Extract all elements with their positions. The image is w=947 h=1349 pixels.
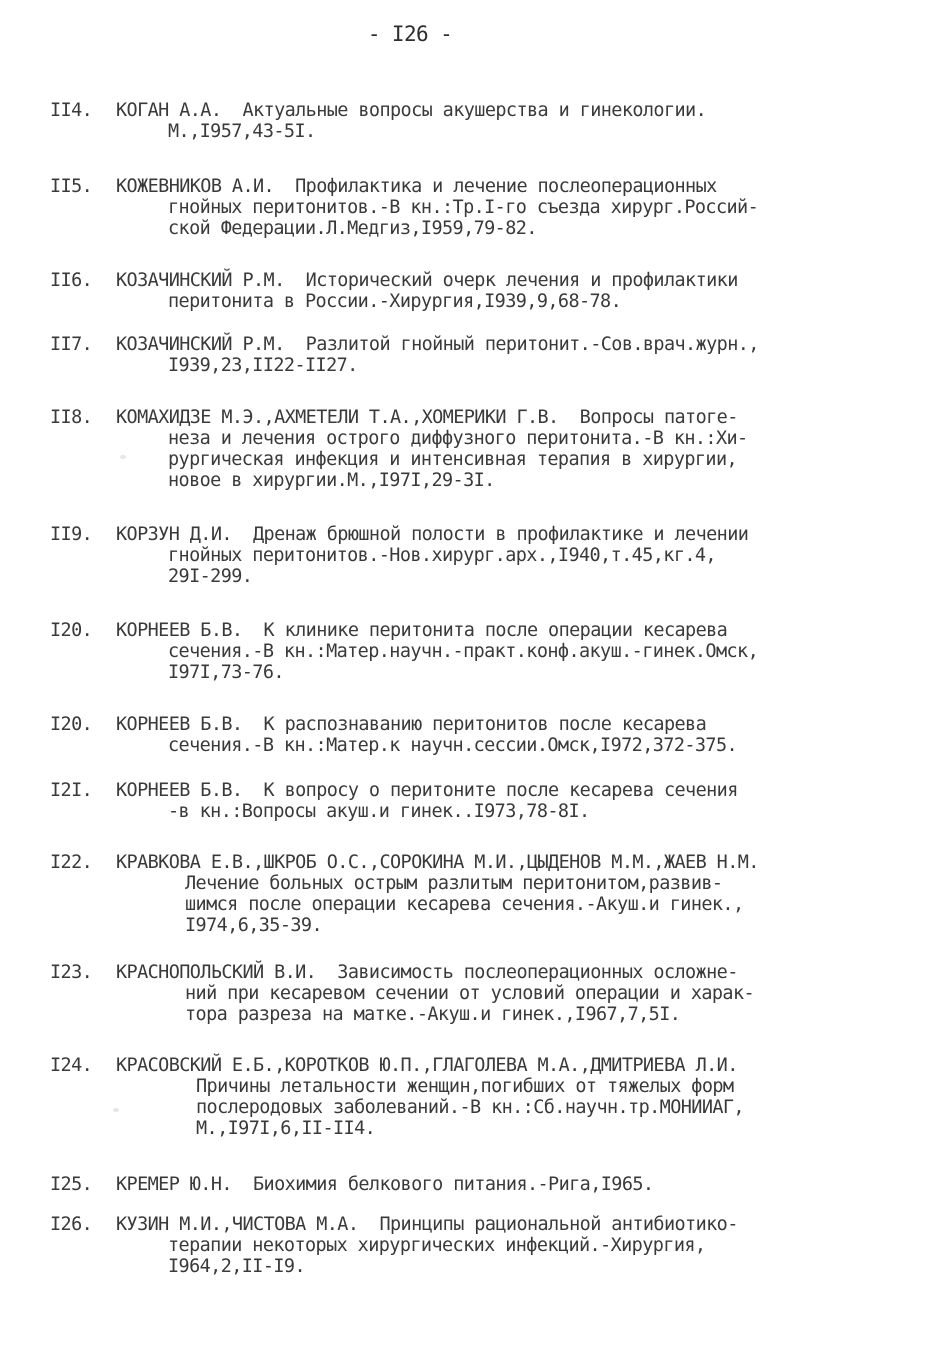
entry-number: I2I. <box>50 780 93 801</box>
entry-number: I23. <box>50 962 93 983</box>
entry-number: I20. <box>50 620 93 641</box>
entry-line: терапии некоторых хирургических инфекций.-Хирургия, <box>168 1235 706 1256</box>
entry-number: I20. <box>50 714 93 735</box>
page-number: - I26 - <box>367 22 453 46</box>
entry-line: новое в хирургии.М.,I97I,29-3I. <box>168 470 495 491</box>
entry-number: II9. <box>50 524 93 545</box>
entry-line: гнойных перитонитов.-В кн.:Тр.I-го съезда хирург.Россий- <box>168 197 759 218</box>
entry-line: перитонита в России.-Хирургия,I939,9,68-78. <box>168 291 622 312</box>
entry-line: КОРНЕЕВ Б.В. К клинике перитонита после операции кесарева <box>116 620 728 641</box>
entry-number: II5. <box>50 176 93 197</box>
entry-number: I24. <box>50 1055 93 1076</box>
entry-line: 29I-299. <box>168 566 253 587</box>
entry-line: тора разреза на матке.-Акуш.и гинек.,I967,7,5I. <box>185 1004 681 1025</box>
entry-line: КОЗАЧИНСКИЙ Р.М. Разлитой гнойный перитонит.-Сов.врач.журн., <box>116 334 759 355</box>
entry-number: II6. <box>50 270 93 291</box>
entry-line: М.,I97I,6,II-II4. <box>196 1118 376 1139</box>
entry-number: II4. <box>50 100 93 121</box>
entry-number: II8. <box>50 407 93 428</box>
entry-number: I26. <box>50 1214 93 1235</box>
entry-line: сечения.-В кн.:Матер.к научн.сессии.Омск,I972,372-375. <box>168 735 738 756</box>
scan-speck <box>113 1108 119 1112</box>
entry-line: гнойных перитонитов.-Нов.хирург.арх.,I940,т.45,кг.4, <box>168 545 716 566</box>
entry-line: КРАСНОПОЛЬСКИЙ В.И. Зависимость послеоперационных осложне- <box>116 962 738 983</box>
entry-line: -в кн.:Вопросы акуш.и гинек..I973,78-8I. <box>168 801 590 822</box>
entry-line: КРАСОВСКИЙ Е.Б.,КОРОТКОВ Ю.П.,ГЛАГОЛЕВА М.А.,ДМИТРИЕВА Л.И. <box>116 1055 738 1076</box>
entry-number: I22. <box>50 852 93 873</box>
entry-line: КУЗИН М.И.,ЧИСТОВА М.А. Принципы рациональной антибиотико- <box>116 1214 738 1235</box>
entry-line: сечения.-В кн.:Матер.научн.-практ.конф.акуш.-гинек.Омск, <box>168 641 759 662</box>
entry-line: рургическая инфекция и интенсивная терапия в хирургии, <box>168 449 738 470</box>
entry-line: КРЕМЕР Ю.Н. Биохимия белкового питания.-Рига,I965. <box>116 1174 654 1195</box>
entry-line: КОРНЕЕВ Б.В. К вопросу о перитоните после кесарева сечения <box>116 780 738 801</box>
entry-line: КОРНЕЕВ Б.В. К распознаванию перитонитов после кесарева <box>116 714 707 735</box>
entry-line: I97I,73-76. <box>168 662 284 683</box>
entry-line: неза и лечения острого диффузного перитонита.-В кн.:Хи- <box>168 428 748 449</box>
entry-line: послеродовых заболеваний.-В кн.:Сб.научн.тр.МОНИИАГ, <box>196 1097 744 1118</box>
entry-line: I939,23,II22-II27. <box>168 355 358 376</box>
entry-line: КОРЗУН Д.И. Дренаж брюшной полости в профилактике и лечении <box>116 524 749 545</box>
entry-line: Лечение больных острым разлитым перитонитом,развив- <box>185 873 723 894</box>
entry-line: Причины летальности женщин,погибших от тяжелых форм <box>196 1076 734 1097</box>
entry-line: КОЖЕВНИКОВ А.И. Профилактика и лечение послеоперационных <box>116 176 717 197</box>
scan-speck <box>120 455 126 459</box>
entry-line: шимся после операции кесарева сечения.-Акуш.и гинек., <box>185 894 744 915</box>
entry-line: КОЗАЧИНСКИЙ Р.М. Исторический очерк лечения и профилактики <box>116 270 738 291</box>
entry-line: I974,6,35-39. <box>185 915 322 936</box>
entry-line: КОГАН А.А. Актуальные вопросы акушерства и гинекологии. <box>116 100 707 121</box>
entry-line: КОМАХИДЗЕ М.Э.,АХМЕТЕЛИ Т.А.,ХОМЕРИКИ Г.В. Вопросы патоге- <box>116 407 738 428</box>
entry-line: М.,I957,43-5I. <box>168 121 316 142</box>
entry-number: I25. <box>50 1174 93 1195</box>
entry-line: I964,2,II-I9. <box>168 1256 305 1277</box>
entry-line: ний при кесаревом сечении от условий операции и харак- <box>185 983 755 1004</box>
entry-number: II7. <box>50 334 93 355</box>
entry-line: ской Федерации.Л.Медгиз,I959,79-82. <box>168 218 537 239</box>
entry-line: КРАВКОВА Е.В.,ШКРОБ О.С.,СОРОКИНА М.И.,ЦЫДЕНОВ М.М.,ЖАЕВ Н.М. <box>116 852 759 873</box>
